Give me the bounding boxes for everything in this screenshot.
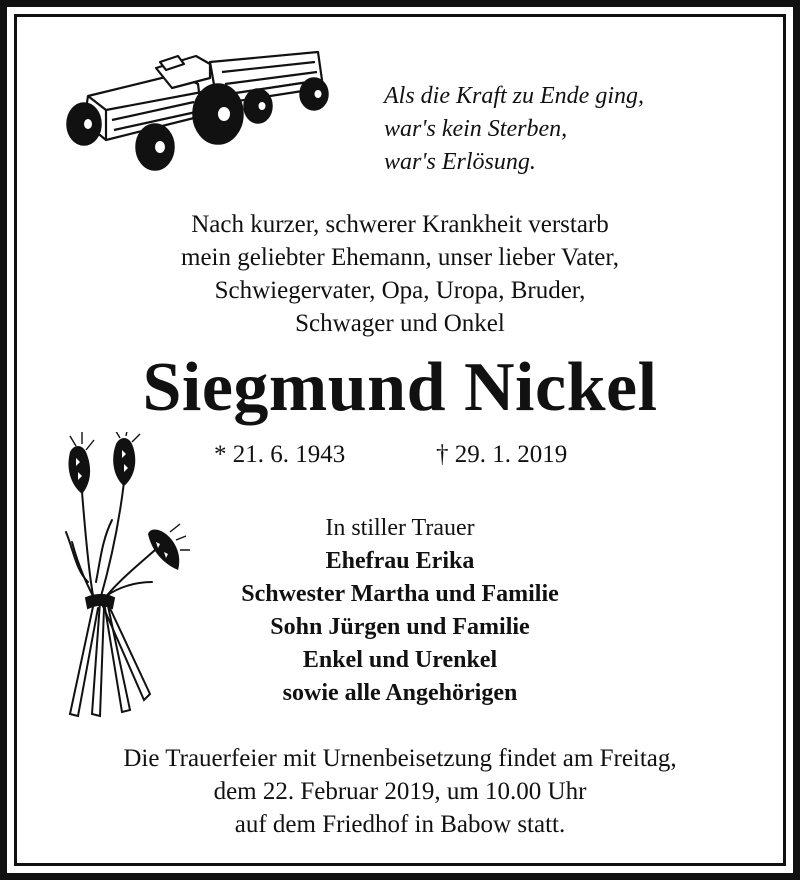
intro-line: mein geliebter Ehemann, unser lieber Vater,: [181, 244, 619, 271]
mourner-name: Sohn Jürgen und Familie: [270, 614, 530, 640]
verse-line: war's kein Sterben,: [384, 116, 568, 142]
death-date: † 29. 1. 2019: [436, 441, 568, 468]
ceremony-info: [0, 742, 800, 841]
ceremony-line: auf dem Friedhof in Babow statt.: [234, 811, 566, 838]
deceased-name: Siegmund Nickel: [142, 349, 658, 426]
mourner-name: Schwester Martha und Familie: [241, 581, 559, 607]
intro-line: Nach kurzer, schwerer Krankheit verstarb: [191, 211, 609, 238]
ceremony-line: Die Trauerfeier mit Urnenbeisetzung findet am Freitag,: [123, 745, 677, 772]
ceremony-line: dem 22. Februar 2019, um 10.00 Uhr: [213, 778, 587, 805]
intro-text: [0, 208, 800, 340]
intro-line: Schwiegervater, Opa, Uropa, Bruder,: [214, 277, 586, 304]
verse: [384, 80, 744, 179]
mourners-list: [0, 512, 800, 710]
mourner-name: Enkel und Urenkel: [302, 647, 498, 673]
mourners-heading: In stiller Trauer: [325, 515, 475, 541]
birth-date: * 21. 6. 1943: [214, 441, 346, 468]
verse-line: war's Erlösung.: [384, 149, 536, 175]
wooden-toy-tractor-icon: [60, 44, 340, 174]
mourner-name: sowie alle Angehörigen: [282, 680, 518, 706]
verse-line: Als die Kraft zu Ende ging,: [384, 83, 644, 109]
mourner-name: Ehefrau Erika: [325, 548, 475, 574]
intro-line: Schwager und Onkel: [295, 310, 505, 337]
